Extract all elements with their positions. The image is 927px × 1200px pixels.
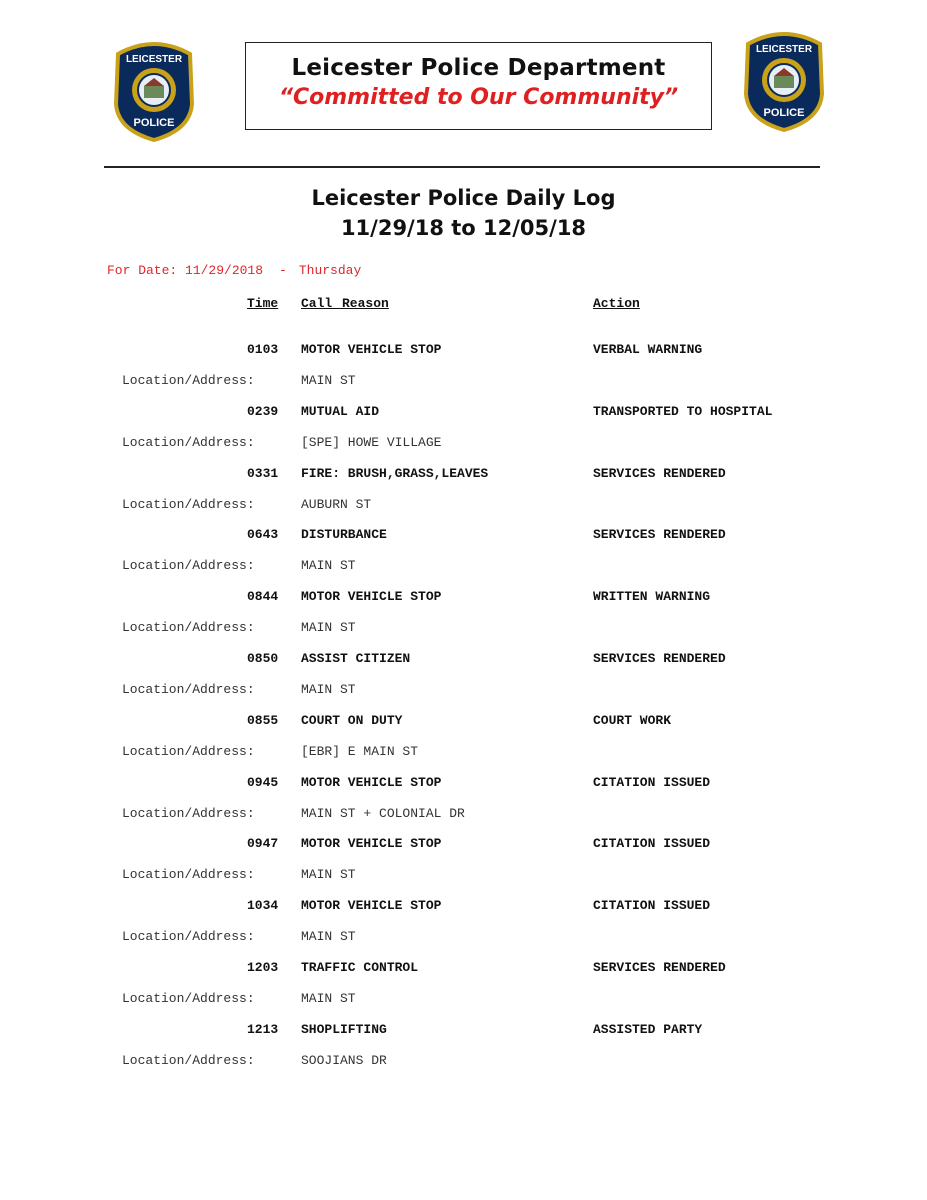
for-date-separator: - (279, 263, 287, 278)
entry-location: [EBR] E MAIN ST (301, 743, 419, 759)
entry-location-label: Location/Address: (122, 991, 255, 1006)
entry-location-label: Location/Address: (122, 373, 255, 388)
for-date-line (107, 263, 361, 278)
entry-location: AUBURN ST (301, 496, 372, 512)
entry-location-label: Location/Address: (122, 929, 255, 945)
entry-action: WRITTEN WARNING (593, 589, 711, 605)
log-entry (0, 775, 927, 837)
entry-location: MAIN ST (301, 991, 356, 1006)
for-date-weekday: Thursday (298, 263, 362, 278)
log-entry (0, 651, 927, 713)
entry-call-reason: ASSIST CITIZEN (301, 651, 411, 666)
entry-time: 1213 (247, 1021, 279, 1037)
badge-top-text: LEICESTER (125, 54, 183, 65)
log-entry (0, 1022, 927, 1084)
entry-call-reason: COURT ON DUTY (301, 712, 403, 728)
log-entry (0, 836, 927, 898)
entry-location: MAIN ST + COLONIAL DR (301, 805, 465, 821)
entry-location-label: Location/Address: (122, 434, 255, 450)
entry-action: CITATION ISSUED (593, 774, 711, 790)
column-header-time: Time (247, 296, 279, 311)
entry-location: MAIN ST (301, 682, 356, 697)
entry-action: VERBAL WARNING (593, 342, 703, 357)
entry-time: 0945 (247, 774, 279, 790)
log-date-range: 11/29/18 to 12/05/18 (340, 216, 587, 240)
entry-action: ASSISTED PARTY (593, 1021, 703, 1037)
log-entry (0, 960, 927, 1022)
entry-call-reason: MOTOR VEHICLE STOP (301, 836, 442, 852)
entry-time: 0855 (247, 712, 279, 728)
entry-action: TRANSPORTED TO HOSPITAL (593, 403, 773, 419)
entry-time: 0331 (247, 465, 279, 481)
divider (104, 166, 820, 168)
entry-action: SERVICES RENDERED (593, 465, 726, 481)
entry-action: SERVICES RENDERED (593, 527, 726, 543)
log-entry (0, 589, 927, 651)
department-motto: “Committed to Our Community” (278, 85, 679, 110)
entry-time: 0103 (247, 342, 279, 357)
department-name: Leicester Police Department (291, 55, 666, 81)
entry-call-reason: TRAFFIC CONTROL (301, 960, 419, 975)
entry-location-label: Location/Address: (122, 805, 255, 821)
log-entry (0, 466, 927, 528)
entry-call-reason: MOTOR VEHICLE STOP (301, 774, 442, 790)
entry-time: 0643 (247, 527, 279, 543)
for-date-label: For Date: 11/29/2018 (107, 263, 264, 278)
entry-call-reason: FIRE: BRUSH,GRASS,LEAVES (301, 465, 489, 481)
entry-action: SERVICES RENDERED (593, 651, 726, 666)
entry-action: CITATION ISSUED (593, 836, 711, 852)
entry-location-label: Location/Address: (122, 743, 255, 759)
entry-time: 0850 (247, 651, 279, 666)
entry-call-reason: MOTOR VEHICLE STOP (301, 898, 442, 914)
entry-location-label: Location/Address: (122, 558, 255, 574)
entry-location-label: Location/Address: (122, 867, 255, 883)
column-header-call-reason: Call Reason (301, 296, 389, 311)
header-box (245, 42, 712, 130)
entry-location-label: Location/Address: (122, 1052, 255, 1068)
entry-location: MAIN ST (301, 558, 356, 574)
entry-location: SOOJIANS DR (301, 1052, 387, 1068)
entry-location-label: Location/Address: (122, 620, 255, 636)
entry-action: COURT WORK (593, 712, 672, 728)
entry-time: 0947 (247, 836, 279, 852)
entry-location-label: Location/Address: (122, 496, 255, 512)
police-badge-right-icon (738, 28, 830, 132)
log-entry (0, 404, 927, 466)
police-badge-left-icon (108, 38, 200, 142)
entry-location: MAIN ST (301, 620, 356, 636)
log-title: Leicester Police Daily Log (311, 186, 616, 210)
entry-location: MAIN ST (301, 373, 356, 388)
entry-call-reason: SHOPLIFTING (301, 1021, 387, 1037)
entry-location: MAIN ST (301, 867, 356, 883)
entry-call-reason: MOTOR VEHICLE STOP (301, 589, 442, 605)
log-entry (0, 898, 927, 960)
entry-location: MAIN ST (301, 929, 356, 945)
entry-time: 1034 (247, 898, 279, 914)
entry-time: 0239 (247, 403, 279, 419)
entry-time: 0844 (247, 589, 279, 605)
entry-call-reason: DISTURBANCE (301, 527, 387, 543)
column-header-action: Action (593, 296, 640, 311)
badge-bottom-text: POLICE (133, 117, 175, 129)
entry-action: CITATION ISSUED (593, 898, 711, 914)
entry-location-label: Location/Address: (122, 682, 255, 697)
entry-action: SERVICES RENDERED (593, 960, 726, 975)
entry-location: [SPE] HOWE VILLAGE (301, 434, 442, 450)
entry-call-reason: MOTOR VEHICLE STOP (301, 342, 442, 357)
entry-time: 1203 (247, 960, 279, 975)
log-entry (0, 713, 927, 775)
entry-call-reason: MUTUAL AID (301, 403, 380, 419)
log-entry (0, 527, 927, 589)
badge-bottom-text: POLICE (763, 107, 805, 119)
badge-top-text: LEICESTER (755, 44, 813, 55)
log-entry (0, 342, 927, 404)
